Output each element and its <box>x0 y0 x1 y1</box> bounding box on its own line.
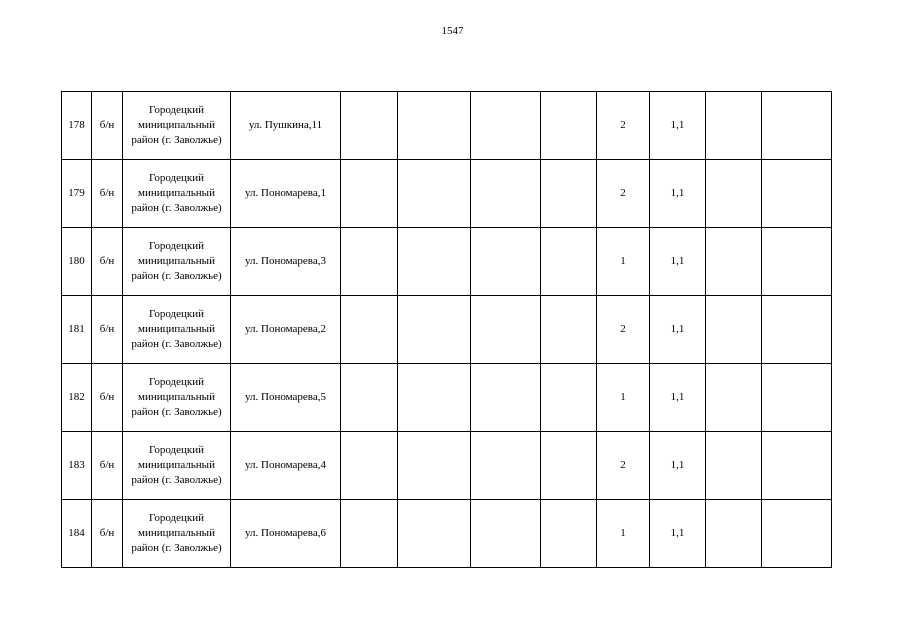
cell-empty <box>541 228 597 296</box>
cell-empty <box>541 500 597 568</box>
cell-empty <box>471 364 541 432</box>
table-row <box>62 296 832 364</box>
table-row <box>62 228 832 296</box>
cell-empty <box>471 500 541 568</box>
cell-coefficient: 1,1 <box>650 364 706 432</box>
table-row <box>62 500 832 568</box>
cell-district: Городецкий миниципальный район (г. Заволжье) <box>123 500 231 568</box>
cell-empty <box>341 92 398 160</box>
cell-coefficient: 1,1 <box>650 500 706 568</box>
cell-address: ул. Пономарева,3 <box>231 228 341 296</box>
cell-count: 1 <box>597 364 650 432</box>
cell-address: ул. Пономарева,1 <box>231 160 341 228</box>
cell-coefficient: 1,1 <box>650 160 706 228</box>
cell-address: ул. Пономарева,4 <box>231 432 341 500</box>
cell-empty <box>471 296 541 364</box>
cell-empty <box>398 364 471 432</box>
cell-district: Городецкий миниципальный район (г. Заволжье) <box>123 92 231 160</box>
cell-empty <box>471 228 541 296</box>
cell-count: 2 <box>597 160 650 228</box>
cell-empty <box>706 92 762 160</box>
cell-document: б/н <box>92 228 123 296</box>
cell-address: ул. Пономарева,2 <box>231 296 341 364</box>
cell-row-number: 184 <box>62 500 92 568</box>
cell-empty <box>341 432 398 500</box>
cell-count: 2 <box>597 432 650 500</box>
cell-document: б/н <box>92 160 123 228</box>
cell-coefficient: 1,1 <box>650 296 706 364</box>
cell-empty <box>706 500 762 568</box>
cell-empty <box>762 228 832 296</box>
cell-row-number: 182 <box>62 364 92 432</box>
cell-row-number: 179 <box>62 160 92 228</box>
cell-empty <box>471 92 541 160</box>
cell-district: Городецкий миниципальный район (г. Заволжье) <box>123 228 231 296</box>
cell-empty <box>398 92 471 160</box>
cell-coefficient: 1,1 <box>650 432 706 500</box>
cell-empty <box>706 228 762 296</box>
cell-empty <box>762 432 832 500</box>
cell-empty <box>541 160 597 228</box>
cell-address: ул. Пушкина,11 <box>231 92 341 160</box>
cell-empty <box>341 228 398 296</box>
page-number: 1547 <box>441 25 464 37</box>
cell-row-number: 180 <box>62 228 92 296</box>
cell-empty <box>398 500 471 568</box>
cell-district: Городецкий миниципальный район (г. Заволжье) <box>123 160 231 228</box>
cell-empty <box>541 432 597 500</box>
cell-row-number: 183 <box>62 432 92 500</box>
cell-empty <box>398 228 471 296</box>
cell-district: Городецкий миниципальный район (г. Заволжье) <box>123 364 231 432</box>
cell-address: ул. Пономарева,5 <box>231 364 341 432</box>
cell-empty <box>541 296 597 364</box>
cell-empty <box>762 160 832 228</box>
cell-empty <box>471 432 541 500</box>
cell-row-number: 181 <box>62 296 92 364</box>
cell-empty <box>706 432 762 500</box>
cell-count: 1 <box>597 228 650 296</box>
cell-address: ул. Пономарева,6 <box>231 500 341 568</box>
table-row <box>62 92 832 160</box>
table-row <box>62 432 832 500</box>
cell-empty <box>706 364 762 432</box>
cell-document: б/н <box>92 432 123 500</box>
cell-district: Городецкий миниципальный район (г. Заволжье) <box>123 296 231 364</box>
cell-district: Городецкий миниципальный район (г. Заволжье) <box>123 432 231 500</box>
cell-document: б/н <box>92 92 123 160</box>
cell-empty <box>398 296 471 364</box>
cell-empty <box>341 296 398 364</box>
cell-document: б/н <box>92 500 123 568</box>
cell-empty <box>341 500 398 568</box>
cell-document: б/н <box>92 296 123 364</box>
cell-empty <box>541 364 597 432</box>
cell-empty <box>762 500 832 568</box>
cell-row-number: 178 <box>62 92 92 160</box>
table-row <box>62 364 832 432</box>
cell-empty <box>341 160 398 228</box>
cell-coefficient: 1,1 <box>650 228 706 296</box>
cell-empty <box>762 364 832 432</box>
cell-document: б/н <box>92 364 123 432</box>
cell-coefficient: 1,1 <box>650 92 706 160</box>
cell-count: 2 <box>597 92 650 160</box>
register-table-body <box>62 92 832 568</box>
cell-empty <box>706 160 762 228</box>
cell-empty <box>341 364 398 432</box>
cell-empty <box>541 92 597 160</box>
table-row <box>62 160 832 228</box>
cell-empty <box>762 296 832 364</box>
cell-count: 2 <box>597 296 650 364</box>
cell-empty <box>398 160 471 228</box>
cell-empty <box>471 160 541 228</box>
cell-empty <box>706 296 762 364</box>
register-table <box>61 91 832 568</box>
cell-empty <box>398 432 471 500</box>
cell-empty <box>762 92 832 160</box>
cell-count: 1 <box>597 500 650 568</box>
